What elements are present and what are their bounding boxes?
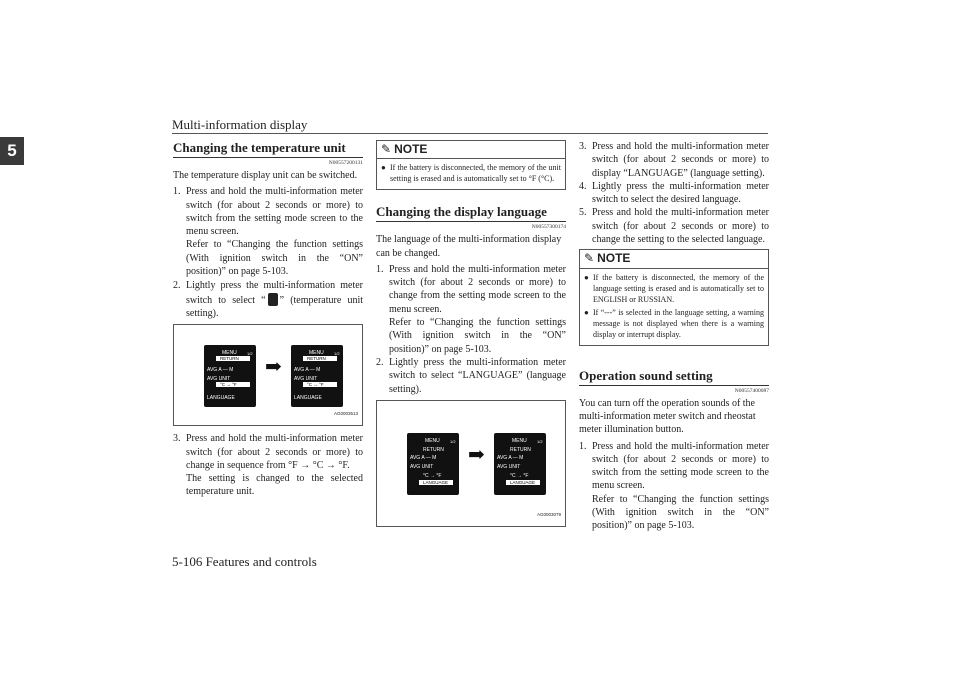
step-number: 1. — [579, 440, 587, 452]
page-footer: 5-106 Features and controls — [172, 554, 317, 569]
column-1 — [173, 140, 363, 499]
list-item — [579, 440, 769, 533]
section-heading-sound: Operation sound setting — [579, 368, 769, 386]
right-arrow-icon: ➡ — [468, 443, 485, 466]
language-figure — [376, 400, 566, 527]
note-text: If the battery is disconnected, the memory of the language setting is erased and is automatically set to ENGLISH or RUSSIAN. — [593, 272, 764, 304]
return-item: RETURN — [303, 356, 337, 361]
temp-item: °C → °F — [510, 472, 529, 479]
menu-label: MENU — [309, 350, 324, 357]
avg-label: AVG — [207, 367, 218, 374]
return-item: RETURN — [510, 446, 531, 453]
list-item — [584, 307, 764, 340]
figure-code: AG0003513 — [333, 410, 358, 416]
list-item — [584, 272, 764, 305]
step-number: 1. — [376, 263, 384, 275]
display-screen-before — [204, 345, 256, 407]
list-item — [381, 162, 561, 184]
step-note: The setting is changed to the selected temperature unit. — [186, 473, 363, 498]
step-text: Press and hold the multi-information meter switch (for about 2 seconds or more) to change from the setting mode screen to the menu screen. — [389, 263, 566, 315]
note-pencil-icon: ✎ — [381, 142, 392, 156]
temperature-figure — [173, 324, 363, 426]
header-rule — [172, 133, 768, 134]
note-text: If the battery is disconnected, the memory of the unit setting is erased and is automatically set to °F (°C). — [390, 163, 561, 184]
avg-mode: — M — [425, 454, 437, 461]
section-code: N00557400087 — [734, 387, 769, 394]
step-text: Press and hold the multi-information meter switch (for about 2 seconds or more) to switch from the setting mode screen to the menu screen. — [592, 440, 769, 492]
avg-label: AVG — [497, 454, 508, 461]
step-text: Press and hold the multi-information meter switch (for about 2 seconds or more) to switch from the setting mode screen to the menu screen. — [186, 186, 363, 238]
note-header — [377, 141, 565, 159]
list-item — [376, 263, 566, 356]
avg-value: A — [421, 454, 425, 461]
language-item: LANGUAGE — [506, 480, 540, 485]
step-number: 3. — [173, 433, 181, 445]
note-box — [579, 249, 769, 345]
avg-mode: — M — [222, 367, 234, 374]
menu-label: MENU — [512, 437, 527, 444]
temp-item: °C → °F — [303, 382, 337, 387]
temp-item: °C → °F — [423, 472, 442, 479]
section-code: N00557200131 — [328, 160, 363, 166]
thermometer-icon — [268, 293, 278, 306]
list-item — [173, 185, 363, 278]
note-text: If “---” is selected in the language setting, a warning message is not displayed when there is a warning display or interrupt display. — [593, 307, 764, 339]
temp-item: °C → °F — [216, 382, 250, 387]
step-ref: Refer to “Changing the function settings (With ignition switch in the “ON” position)” on page 5-103. — [389, 317, 566, 355]
avg-unit-item: AVG UNIT — [410, 463, 434, 470]
step-text: Lightly press the multi-information meter switch to select the desired language. — [592, 180, 769, 206]
step-text: Lightly press the multi-information meter switch to select “ — [186, 280, 363, 306]
avg-label: AVG — [410, 454, 421, 461]
figure-code: AG0003079 — [536, 511, 561, 517]
steps-list — [173, 185, 363, 320]
section-tab: 5 — [0, 137, 24, 165]
display-screen-before — [407, 433, 459, 495]
language-item: LANGUAGE — [207, 395, 235, 402]
list-item — [579, 140, 769, 180]
list-item — [579, 206, 769, 246]
step-ref: Refer to “Changing the function settings (With ignition switch in the “ON” position)” on page 5-103. — [186, 239, 363, 278]
avg-value: A — [508, 454, 512, 461]
note-pencil-icon: ✎ — [584, 251, 595, 266]
avg-mode: — M — [309, 367, 321, 374]
avg-label: AVG — [294, 367, 305, 374]
steps-list — [579, 140, 769, 246]
column-2 — [376, 140, 566, 533]
return-item: RETURN — [423, 446, 444, 453]
section-heading-language: Changing the display language — [376, 204, 566, 222]
step-number: 5. — [579, 207, 587, 219]
intro-text: The language of the multi-information display can be changed. — [376, 234, 562, 259]
return-item: RETURN — [216, 356, 250, 361]
step-number: 2. — [376, 356, 384, 368]
list-item — [376, 356, 566, 396]
avg-unit-item: AVG UNIT — [207, 376, 231, 383]
bullet-icon: ● — [584, 272, 589, 282]
avg-unit-item: AVG UNIT — [497, 463, 521, 470]
list-item — [579, 180, 769, 207]
note-header — [580, 250, 768, 268]
language-item: LANGUAGE — [294, 395, 322, 402]
menu-label: MENU — [222, 350, 237, 357]
list-item — [173, 432, 363, 498]
steps-list — [173, 432, 363, 498]
page-indicator: 1/2 — [537, 438, 543, 444]
note-label: NOTE — [597, 251, 631, 266]
step-number: 1. — [173, 186, 181, 198]
page-indicator: 1/2 — [334, 351, 340, 357]
step-number: 3. — [579, 141, 587, 152]
intro-text: You can turn off the operation sounds of the multi-information meter switch and rheostat meter illumination button. — [579, 397, 756, 436]
avg-unit-item: AVG UNIT — [294, 376, 318, 383]
step-text: Press and hold the multi-information meter switch (for about 2 seconds or more) to change in sequence from °F → °C → °F. — [186, 433, 363, 471]
avg-value: A — [305, 367, 309, 374]
language-item: LANGUAGE — [419, 480, 453, 485]
step-ref: Refer to “Changing the function settings (With ignition switch in the “ON” position)” on page 5-103. — [592, 493, 769, 532]
step-number: 2. — [173, 280, 181, 292]
column-3 — [579, 140, 769, 533]
step-text: Press and hold the multi-information meter switch (for about 2 seconds or more) to change the setting to the selected language. — [592, 207, 769, 246]
bullet-icon: ● — [584, 307, 589, 317]
right-arrow-icon: ➡ — [265, 356, 282, 379]
list-item — [173, 279, 363, 320]
page-header-title: Multi-information display — [172, 117, 308, 132]
avg-value: A — [218, 367, 222, 374]
page-indicator: 1/2 — [247, 351, 253, 357]
bullet-icon: ● — [381, 163, 386, 173]
note-box — [376, 140, 566, 190]
display-screen-after — [291, 345, 343, 407]
section-code: N00557300174 — [531, 224, 566, 231]
steps-list — [579, 440, 769, 533]
display-screen-after — [494, 433, 546, 495]
note-label: NOTE — [394, 142, 428, 156]
step-text: ” (temperature unit setting). — [186, 294, 363, 319]
page-indicator: 1/2 — [450, 438, 456, 444]
intro-text: The temperature display unit can be switched. — [173, 170, 358, 181]
avg-mode: — M — [512, 454, 524, 461]
menu-label: MENU — [425, 437, 440, 444]
step-number: 4. — [579, 180, 587, 192]
step-text: Press and hold the multi-information meter switch (for about 2 seconds or more) to display “LANGUAGE” (language setting). — [592, 141, 769, 179]
step-text: Lightly press the multi-information meter switch to select “LANGUAGE” (language setting). — [389, 356, 566, 395]
steps-list — [376, 263, 566, 396]
section-heading-temperature: Changing the temperature unit — [173, 140, 363, 158]
